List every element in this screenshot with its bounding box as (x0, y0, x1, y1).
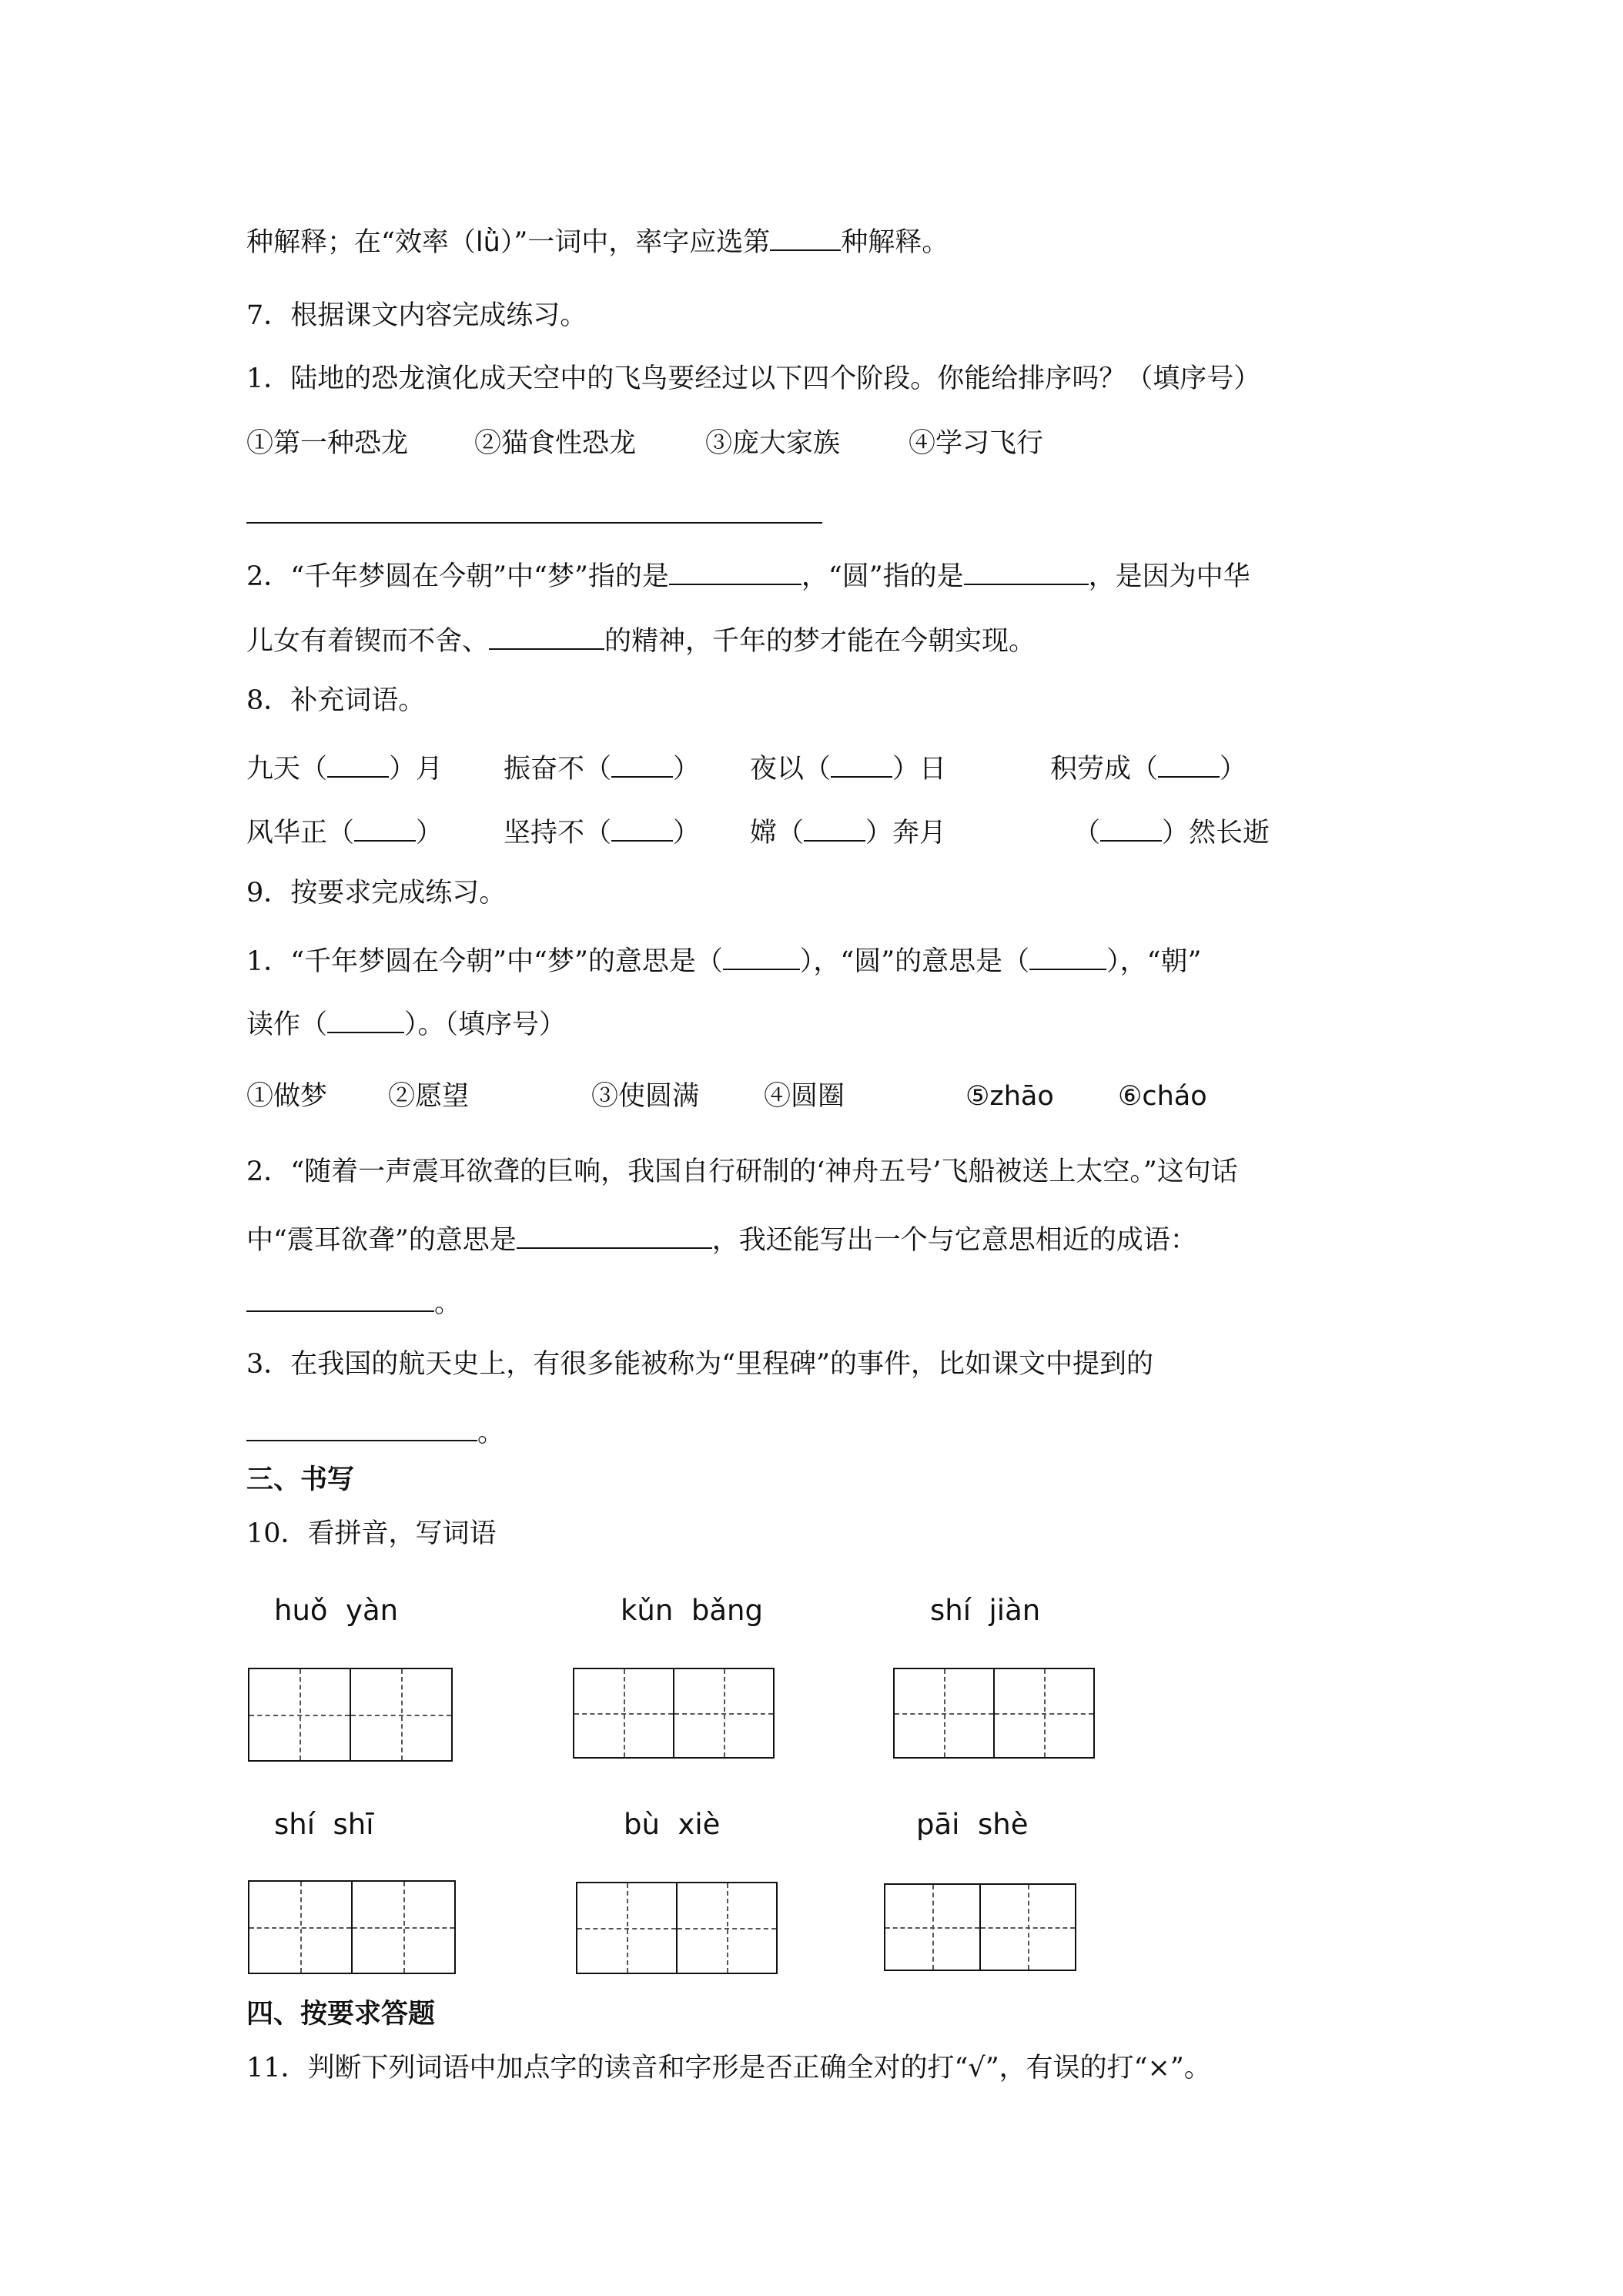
pinyin-label: shí jiàn (930, 1594, 1041, 1627)
answer-blank[interactable] (517, 1220, 712, 1249)
answer-blank[interactable] (489, 621, 604, 650)
answer-blank[interactable] (246, 1412, 477, 1441)
writing-grid[interactable] (573, 1668, 775, 1759)
answer-blank[interactable] (1100, 812, 1162, 842)
writing-grid[interactable] (893, 1668, 1095, 1759)
question-7: 7．根据课文内容完成练习。 (246, 300, 587, 331)
question-9-2-cont: 中“震耳欲聋”的意思是 ，我还能写出一个与它意思相近的成语： (246, 1220, 1197, 1257)
grid-cell[interactable] (249, 1882, 353, 1973)
question-9: 9．按要求完成练习。 (246, 878, 507, 909)
section-4-heading: 四、按要求答题 (246, 1999, 436, 2030)
answer-blank[interactable] (964, 556, 1089, 585)
grid-cell[interactable] (674, 1669, 773, 1757)
writing-grid[interactable] (248, 1880, 456, 1974)
answer-blank[interactable] (246, 1283, 434, 1312)
line-1: 种解释；在“效率（lǜ）”一词中，率字应选第 种解释。 (246, 222, 949, 259)
grid-cell[interactable] (981, 1885, 1075, 1970)
question-9-1: 1．“千年梦圆在今朝”中“梦”的意思是（ ），“圆”的意思是（ ），“朝” (246, 941, 1201, 979)
answer-blank[interactable] (611, 812, 673, 842)
question-7-2: 2．“千年梦圆在今朝”中“梦”指的是 ，“圆”指的是 ，是因为中华 (246, 556, 1250, 594)
idiom-item: 风华正（ ） (246, 812, 504, 850)
answer-blank[interactable] (770, 222, 841, 251)
grid-cell[interactable] (351, 1669, 451, 1760)
question-9-1-cont: 读作（ ）。（填序号） (246, 1004, 566, 1042)
idiom-item: 积劳成（ ） (1050, 748, 1247, 786)
idiom-row-1 (246, 748, 1247, 786)
question-9-2-answer: 。 (246, 1283, 461, 1320)
answer-blank[interactable] (804, 812, 865, 842)
answer-line-long[interactable] (246, 522, 822, 524)
question-9-options: ①做梦 ②愿望 ③使圆满 ④圆圈 ⑤zhāo ⑥cháo (246, 1081, 1207, 1112)
idiom-row-2 (246, 812, 1270, 850)
answer-blank[interactable] (327, 748, 389, 778)
question-10: 10．看拼音，写词语 (246, 1518, 497, 1549)
pinyin-lv: lǜ (475, 227, 500, 258)
question-7-options: ①第一种恐龙 ②猫食性恐龙 ③庞大家族 ④学习飞行 (246, 428, 1044, 459)
pinyin-label: kǔn bǎng (621, 1594, 763, 1627)
idiom-item: 嫦（ ）奔月 (750, 812, 1073, 850)
answer-blank[interactable] (1029, 941, 1106, 970)
question-11: 11．判断下列词语中加点字的读音和字形是否正确全对的打“√”，有误的打“×”。 (246, 2053, 1211, 2083)
answer-blank[interactable] (1158, 748, 1220, 778)
question-7-2-cont: 儿女有着锲而不舍、 的精神，千年的梦才能在今朝实现。 (246, 621, 1036, 658)
section-3-heading: 三、书写 (246, 1464, 355, 1495)
idiom-item: 九天（ ）月 (246, 748, 504, 786)
grid-cell[interactable] (353, 1882, 454, 1973)
writing-grid[interactable] (248, 1668, 453, 1762)
idiom-item: （ ）然长逝 (1073, 812, 1270, 850)
pinyin-label: pāi shè (916, 1808, 1029, 1841)
answer-blank[interactable] (669, 556, 801, 585)
question-8: 8．补充词语。 (246, 685, 426, 716)
idiom-item: 坚持不（ ） (504, 812, 750, 850)
answer-blank[interactable] (831, 748, 892, 778)
pinyin-label: bù xiè (624, 1808, 721, 1841)
grid-cell[interactable] (577, 1883, 678, 1973)
grid-cell[interactable] (678, 1883, 776, 1973)
answer-blank[interactable] (723, 941, 800, 970)
idiom-item: 夜以（ ）日 (750, 748, 1050, 786)
question-9-2: 2．“随着一声震耳欲聋的巨响，我国自行研制的‘神舟五号’飞船被送上太空。”这句话 (246, 1156, 1238, 1187)
writing-grid[interactable] (576, 1882, 778, 1974)
question-9-3: 3．在我国的航天史上，有很多能被称为“里程碑”的事件，比如课文中提到的 (246, 1349, 1154, 1380)
answer-blank[interactable] (611, 748, 673, 778)
grid-cell[interactable] (895, 1669, 995, 1757)
question-9-3-answer: 。 (246, 1412, 504, 1450)
grid-cell[interactable] (574, 1669, 674, 1757)
answer-blank[interactable] (327, 1004, 404, 1033)
writing-grid[interactable] (884, 1883, 1076, 1971)
grid-cell[interactable] (249, 1669, 351, 1760)
question-7-1: 1．陆地的恐龙演化成天空中的飞鸟要经过以下四个阶段。你能给排序吗？（填序号） (246, 363, 1261, 394)
grid-cell[interactable] (995, 1669, 1093, 1757)
pinyin-label: shí shī (274, 1808, 374, 1841)
idiom-item: 振奋不（ ） (504, 748, 750, 786)
grid-cell[interactable] (885, 1885, 981, 1970)
pinyin-label: huǒ yàn (274, 1594, 399, 1627)
answer-blank[interactable] (354, 812, 416, 842)
